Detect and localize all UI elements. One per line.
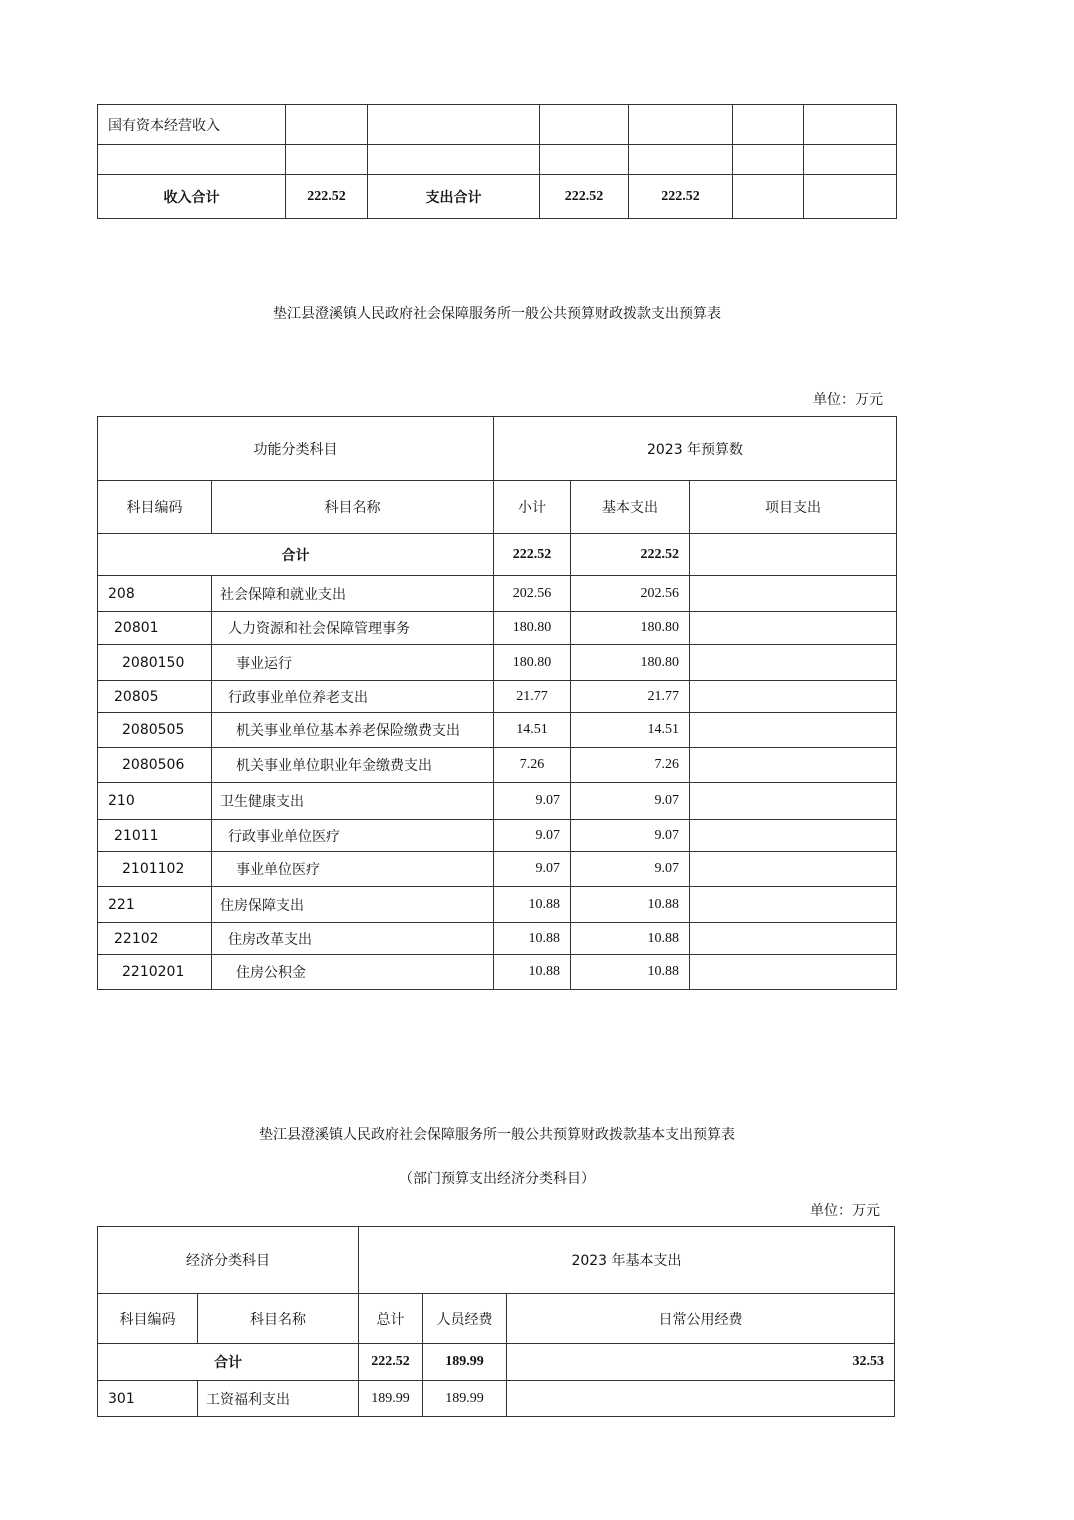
subtotal-header: 小计: [494, 481, 571, 534]
header-row: [98, 417, 897, 481]
table-row: [98, 748, 897, 783]
total-project: [690, 534, 897, 576]
total-subtotal: 222.52: [494, 534, 571, 576]
table-row: [98, 105, 897, 145]
row-total: 189.99: [359, 1381, 423, 1417]
row-subtotal: 9.07: [494, 783, 571, 820]
row-code: 2080150: [98, 645, 212, 681]
row-label: [98, 145, 286, 175]
row-basic: 9.07: [571, 820, 690, 852]
basic-header: 基本支出: [571, 481, 690, 534]
total-row: [98, 1344, 895, 1381]
row-code: 221: [98, 887, 212, 923]
row-basic: 10.88: [571, 887, 690, 923]
general-budget-expenditure-table: [97, 416, 897, 990]
name-header: 科目名称: [212, 481, 494, 534]
total-total: 222.52: [359, 1344, 423, 1381]
expense-total-value-2: 222.52: [629, 175, 733, 219]
row-name: 机关事业单位职业年金缴费支出: [212, 748, 494, 783]
header-row: [98, 1294, 895, 1344]
expense-total-value: 222.52: [540, 175, 629, 219]
project-header: 项目支出: [690, 481, 897, 534]
total-public: 32.53: [507, 1344, 895, 1381]
row-code: 301: [98, 1381, 198, 1417]
row-basic: 202.56: [571, 576, 690, 612]
row-name: 住房保障支出: [212, 887, 494, 923]
row-project: [690, 612, 897, 645]
row-code: 2210201: [98, 955, 212, 990]
table-row: [98, 783, 897, 820]
table-row: [98, 887, 897, 923]
income-total-label: 收入合计: [98, 175, 286, 219]
row-personnel: 189.99: [423, 1381, 507, 1417]
total-row: [98, 175, 897, 219]
table-row: [98, 852, 897, 887]
row-name: 社会保障和就业支出: [212, 576, 494, 612]
table-row: [98, 645, 897, 681]
total-basic: 222.52: [571, 534, 690, 576]
row-subtotal: 180.80: [494, 645, 571, 681]
table-row: [98, 145, 897, 175]
row-subtotal: 9.07: [494, 820, 571, 852]
row-code: 2080505: [98, 713, 212, 748]
table-row: [98, 576, 897, 612]
row-project: [690, 955, 897, 990]
row-code: 22102: [98, 923, 212, 955]
row-name: 行政事业单位医疗: [212, 820, 494, 852]
row-basic: 10.88: [571, 923, 690, 955]
row-code: 208: [98, 576, 212, 612]
row-code: 21011: [98, 820, 212, 852]
row-name: 住房改革支出: [212, 923, 494, 955]
header-row: [98, 1227, 895, 1294]
total-personnel: 189.99: [423, 1344, 507, 1381]
row-basic: 7.26: [571, 748, 690, 783]
row-name: 行政事业单位养老支出: [212, 681, 494, 713]
total-header: 总计: [359, 1294, 423, 1344]
table-row: [98, 612, 897, 645]
income-expense-summary-table: [97, 104, 897, 219]
code-header: 科目编码: [98, 481, 212, 534]
row-basic: 180.80: [571, 645, 690, 681]
row-subtotal: 10.88: [494, 887, 571, 923]
row-subtotal: 21.77: [494, 681, 571, 713]
row-subtotal: 14.51: [494, 713, 571, 748]
func-category-header: 功能分类科目: [98, 417, 494, 481]
row-project: [690, 783, 897, 820]
name-header: 科目名称: [198, 1294, 359, 1344]
row-subtotal: 9.07: [494, 852, 571, 887]
code-header: 科目编码: [98, 1294, 198, 1344]
header-row: [98, 481, 897, 534]
row-project: [690, 820, 897, 852]
row-project: [690, 887, 897, 923]
row-code: 2101102: [98, 852, 212, 887]
public-header: 日常公用经费: [507, 1294, 895, 1344]
section3-unit: 单位：万元: [810, 1203, 880, 1219]
row-code: 20805: [98, 681, 212, 713]
row-name: 事业运行: [212, 645, 494, 681]
row-label: 国有资本经营收入: [98, 105, 286, 145]
row-subtotal: 7.26: [494, 748, 571, 783]
row-project: [690, 923, 897, 955]
table-row: [98, 820, 897, 852]
table-row: [98, 713, 897, 748]
row-name: 住房公积金: [212, 955, 494, 990]
row-project: [690, 852, 897, 887]
budget-year-header: 2023 年预算数: [494, 417, 897, 481]
table-row: [98, 681, 897, 713]
row-name: 事业单位医疗: [212, 852, 494, 887]
personnel-header: 人员经费: [423, 1294, 507, 1344]
total-label: 合计: [98, 1344, 359, 1381]
row-code: 2080506: [98, 748, 212, 783]
row-basic: 9.07: [571, 783, 690, 820]
row-name: 卫生健康支出: [212, 783, 494, 820]
row-basic: 21.77: [571, 681, 690, 713]
row-project: [690, 713, 897, 748]
section2-title: 垫江县澄溪镇人民政府社会保障服务所一般公共预算财政拨款支出预算表: [273, 306, 721, 322]
row-code: 210: [98, 783, 212, 820]
row-name: 工资福利支出: [198, 1381, 359, 1417]
basic-year-header: 2023 年基本支出: [359, 1227, 895, 1294]
row-public: [507, 1381, 895, 1417]
row-name: 机关事业单位基本养老保险缴费支出: [212, 713, 494, 748]
row-project: [690, 748, 897, 783]
row-subtotal: 10.88: [494, 955, 571, 990]
row-subtotal: 10.88: [494, 923, 571, 955]
table-row: [98, 923, 897, 955]
section3-subtitle: （部门预算支出经济分类科目）: [399, 1171, 595, 1187]
row-basic: 9.07: [571, 852, 690, 887]
row-project: [690, 576, 897, 612]
total-label: 合计: [98, 534, 494, 576]
basic-expenditure-table: [97, 1226, 895, 1417]
row-basic: 180.80: [571, 612, 690, 645]
expense-total-label: 支出合计: [368, 175, 540, 219]
income-total-value: 222.52: [286, 175, 368, 219]
section2-unit: 单位：万元: [813, 392, 883, 408]
row-subtotal: 180.80: [494, 612, 571, 645]
row-subtotal: 202.56: [494, 576, 571, 612]
row-basic: 10.88: [571, 955, 690, 990]
row-name: 人力资源和社会保障管理事务: [212, 612, 494, 645]
section3-title: 垫江县澄溪镇人民政府社会保障服务所一般公共预算财政拨款基本支出预算表: [259, 1127, 735, 1143]
econ-category-header: 经济分类科目: [98, 1227, 359, 1294]
table-row: [98, 955, 897, 990]
row-project: [690, 681, 897, 713]
row-basic: 14.51: [571, 713, 690, 748]
row-project: [690, 645, 897, 681]
table-row: [98, 1381, 895, 1417]
total-row: [98, 534, 897, 576]
row-code: 20801: [98, 612, 212, 645]
